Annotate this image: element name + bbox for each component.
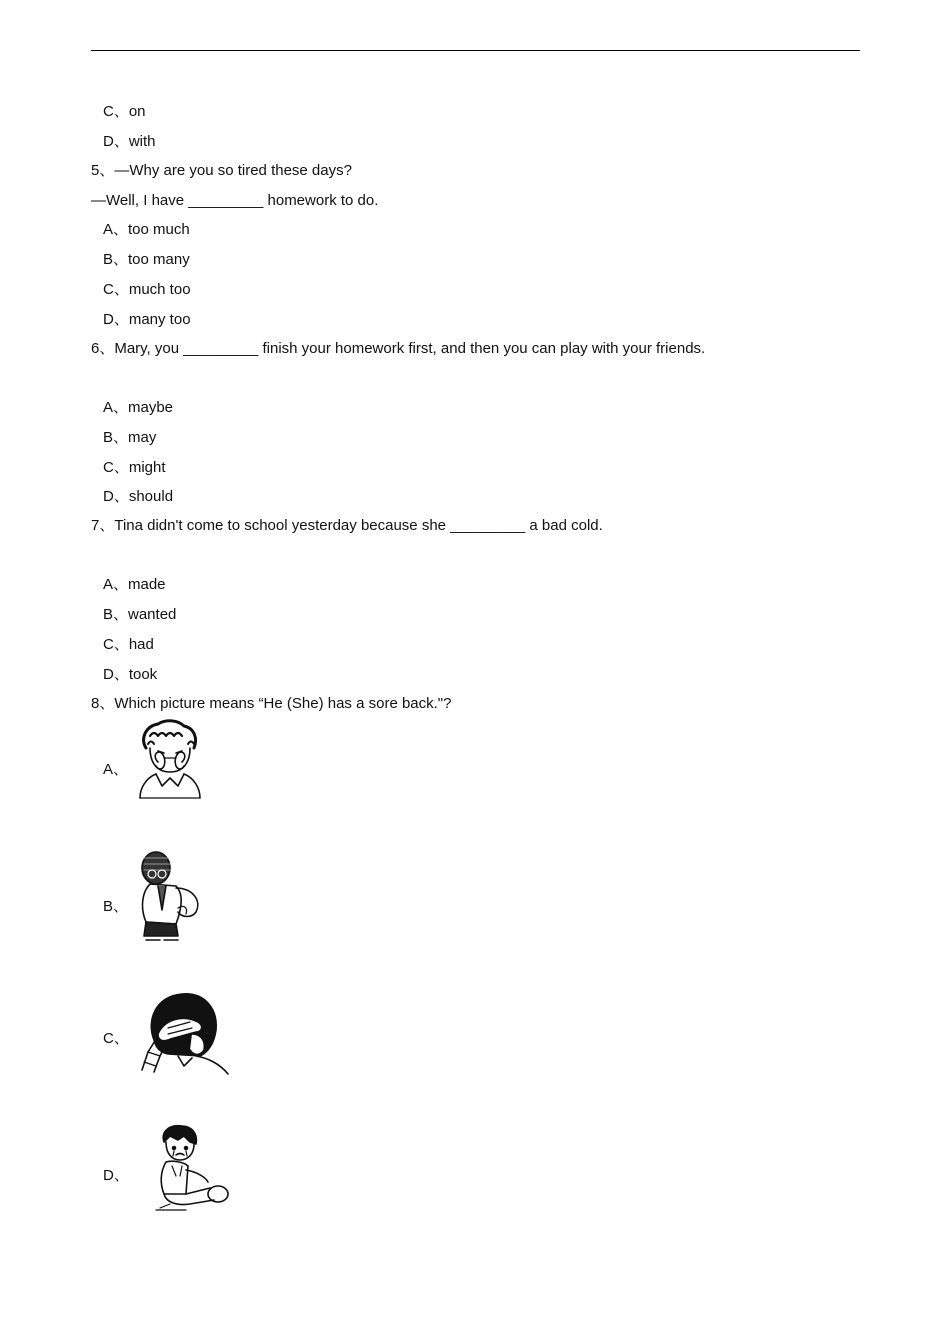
- question-7-stem: 7、Tina didn't come to school yesterday because she _________ a bad cold.: [91, 517, 603, 534]
- boy-holding-face-illustration[interactable]: [132, 718, 208, 802]
- question-6-option-a[interactable]: A、maybe: [103, 399, 174, 416]
- question-7-option-c[interactable]: C、had: [103, 636, 154, 653]
- question-8-option-b[interactable]: B、: [103, 898, 129, 915]
- option-d[interactable]: D、with: [103, 133, 156, 150]
- question-6-stem: 6、Mary, you _________ finish your homework first, and then you can play with your friends.: [91, 340, 706, 357]
- question-8-option-d[interactable]: D、: [103, 1167, 129, 1184]
- question-6-option-c[interactable]: C、might: [103, 459, 166, 476]
- header-rule: [91, 50, 860, 51]
- man-holding-back-illustration[interactable]: [132, 848, 212, 944]
- question-5-option-b[interactable]: B、too many: [103, 251, 190, 268]
- boy-holding-knee-illustration[interactable]: [146, 1122, 236, 1214]
- question-5-option-c[interactable]: C、much too: [103, 281, 191, 298]
- question-5-option-d[interactable]: D、many too: [103, 311, 191, 328]
- question-5-stem-reply: —Well, I have _________ homework to do.: [91, 192, 379, 209]
- question-7-option-d[interactable]: D、took: [103, 666, 158, 683]
- question-8-option-c[interactable]: C、: [103, 1030, 129, 1047]
- option-c[interactable]: C、on: [103, 103, 146, 120]
- question-6-option-d[interactable]: D、should: [103, 488, 174, 505]
- question-7-option-b[interactable]: B、wanted: [103, 606, 177, 623]
- question-5-stem: 5、—Why are you so tired these days?: [91, 162, 352, 179]
- question-8-stem: 8、Which picture means “He (She) has a sore back."?: [91, 695, 452, 712]
- question-5-option-a[interactable]: A、too much: [103, 221, 190, 238]
- question-6-option-b[interactable]: B、may: [103, 429, 157, 446]
- question-7-option-a[interactable]: A、made: [103, 576, 166, 593]
- person-holding-head-illustration[interactable]: [138, 990, 234, 1078]
- question-8-option-a[interactable]: A、: [103, 761, 129, 778]
